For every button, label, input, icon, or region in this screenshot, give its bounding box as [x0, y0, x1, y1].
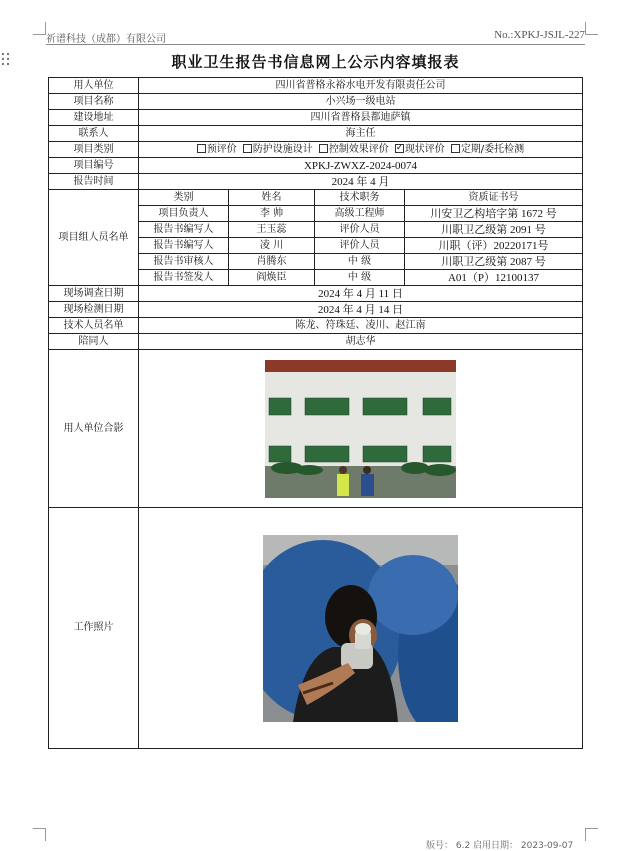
- team-header-cell: 技术职务: [315, 190, 405, 206]
- checkbox-checked-icon: [395, 144, 404, 153]
- table-row: [49, 142, 583, 158]
- category-option[interactable]: 防护设施设计: [243, 143, 313, 157]
- survey-date-label: 现场调查日期: [49, 286, 139, 302]
- team-cell: 报告书编写人: [139, 238, 229, 254]
- team-cell: A01（P）12100137: [405, 270, 583, 286]
- team-cell: 川职卫乙级第 2087 号: [405, 254, 583, 270]
- checkbox-icon: [243, 144, 252, 153]
- page-title: 职业卫生报告书信息网上公示内容填报表: [171, 53, 460, 71]
- header-rule: [46, 44, 585, 45]
- table-row: [49, 302, 583, 318]
- companion-label: 陪同人: [49, 334, 139, 350]
- team-header-cell: 资质证书号: [405, 190, 583, 206]
- table-row: [49, 286, 583, 302]
- checkbox-icon: [319, 144, 328, 153]
- employer-value: 四川省普格永裕水电开发有限责任公司: [139, 78, 583, 94]
- category-option[interactable]: 预评价: [197, 143, 237, 157]
- category-options: [139, 142, 583, 158]
- address-label: 建设地址: [49, 110, 139, 126]
- category-option[interactable]: 定期/委托检测: [451, 143, 524, 157]
- page-footer: 版号： 6.2 启用日期： 2023-09-07: [426, 841, 574, 851]
- company-name: 祈谱科技（成都）有限公司: [46, 34, 166, 45]
- crop-mark: [585, 22, 598, 35]
- team-cell: 川安卫乙构培字第 1672 号: [405, 206, 583, 222]
- team-cell: 凌 川: [229, 238, 315, 254]
- team-cell: 评价人员: [315, 238, 405, 254]
- survey-date-value: 2024 年 4 月 11 日: [139, 286, 583, 302]
- page-header: [0, 0, 631, 45]
- checkbox-icon: [197, 144, 206, 153]
- team-cell: 项目负责人: [139, 206, 229, 222]
- team-cell: 报告书签发人: [139, 270, 229, 286]
- test-date-label: 现场检测日期: [49, 302, 139, 318]
- group-photo: [265, 360, 456, 498]
- team-header-cell: 姓名: [229, 190, 315, 206]
- team-cell: 川职（评）20220171号: [405, 238, 583, 254]
- contact-value: 海主任: [139, 126, 583, 142]
- table-row: [49, 190, 583, 206]
- team-cell: 肖腾东: [229, 254, 315, 270]
- table-row: [49, 158, 583, 174]
- group-photo-label: 用人单位合影: [49, 350, 139, 508]
- team-cell: 报告书编写人: [139, 222, 229, 238]
- disclosure-form-table: [48, 77, 583, 749]
- table-row: [49, 126, 583, 142]
- team-cell: 报告书审核人: [139, 254, 229, 270]
- team-cell: 评价人员: [315, 222, 405, 238]
- project-name-label: 项目名称: [49, 94, 139, 110]
- team-cell: 王玉蕊: [229, 222, 315, 238]
- team-cell: 川职卫乙级第 2091 号: [405, 222, 583, 238]
- team-cell: 中 级: [315, 270, 405, 286]
- group-photo-cell: [139, 350, 583, 508]
- team-cell: 高级工程师: [315, 206, 405, 222]
- crop-mark: [585, 828, 598, 841]
- table-row: [49, 508, 583, 749]
- report-time-label: 报告时间: [49, 174, 139, 190]
- team-header-cell: 类别: [139, 190, 229, 206]
- category-option[interactable]: 控制效果评价: [319, 143, 389, 157]
- tech-staff-label: 技术人员名单: [49, 318, 139, 334]
- employer-label: 用人单位: [49, 78, 139, 94]
- test-date-value: 2024 年 4 月 14 日: [139, 302, 583, 318]
- project-name-value: 小兴场一级电站: [139, 94, 583, 110]
- work-photo-label: 工作照片: [49, 508, 139, 749]
- team-cell: 中 级: [315, 254, 405, 270]
- companion-value: 胡志华: [139, 334, 583, 350]
- table-row: [49, 78, 583, 94]
- contact-label: 联系人: [49, 126, 139, 142]
- table-row: [49, 94, 583, 110]
- table-row: [49, 334, 583, 350]
- crop-mark: [33, 828, 46, 841]
- team-cell: 阎焕臣: [229, 270, 315, 286]
- team-label: 项目组人员名单: [49, 190, 139, 286]
- work-photo-cell: [139, 508, 583, 749]
- document-number: No.:XPKJ-JSJL-227: [494, 29, 585, 41]
- checkbox-icon: [451, 144, 460, 153]
- table-row: [49, 174, 583, 190]
- table-row: [49, 318, 583, 334]
- category-label: 项目类别: [49, 142, 139, 158]
- work-photo: [263, 535, 458, 722]
- crop-mark: [33, 22, 46, 35]
- project-no-label: 项目编号: [49, 158, 139, 174]
- address-value: 四川省普格县都迪萨镇: [139, 110, 583, 126]
- table-row: [49, 350, 583, 508]
- tech-staff-value: 陈龙、符珠廷、凌川、赵江南: [139, 318, 583, 334]
- report-time-value: 2024 年 4 月: [139, 174, 583, 190]
- category-option[interactable]: ✓ 现状评价: [395, 143, 445, 157]
- team-cell: 李 帅: [229, 206, 315, 222]
- project-no-value: XPKJ-ZWXZ-2024-0074: [139, 158, 583, 174]
- table-row: [49, 110, 583, 126]
